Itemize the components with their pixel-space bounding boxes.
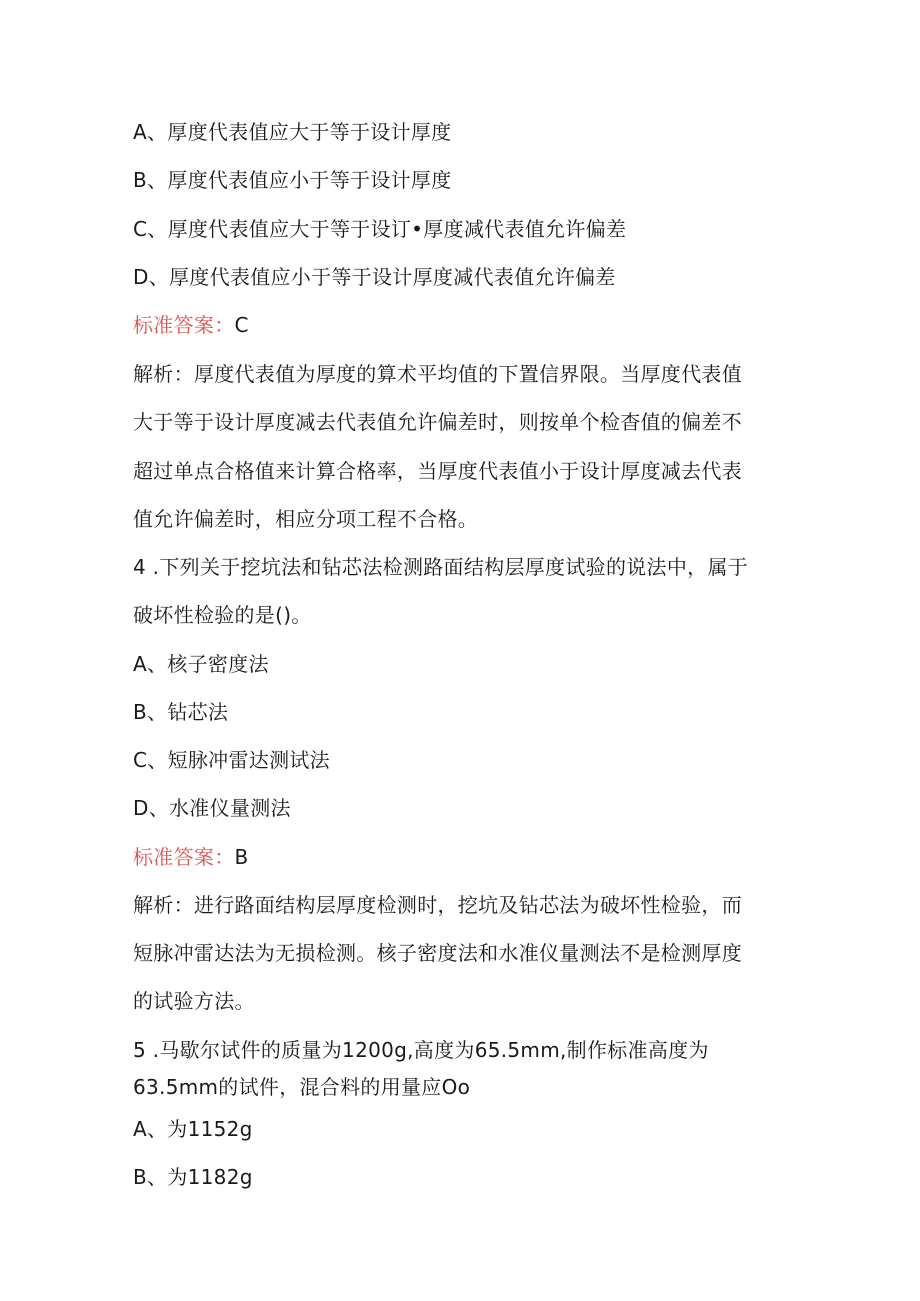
q4-question-line-2: 破坏性检验的是()。 — [133, 603, 312, 627]
q3-analysis-line-3: 超过单点合格值来计算合格率，当厚度代表值小于设计厚度减去代表 — [133, 459, 742, 483]
q3-answer — [133, 312, 249, 338]
q4-option-b: B、钻芯法 — [133, 700, 229, 724]
q5-option-b: B、为1182g — [133, 1165, 253, 1189]
q5-question-line-2: 63.5mm的试件，混合料的用量应Oo — [133, 1075, 471, 1099]
q4-option-a: A、核子密度法 — [133, 652, 269, 676]
q5-option-a: A、为1152g — [133, 1117, 253, 1141]
q3-option-c: C、厚度代表值应大于等于设订•厚度减代表值允许偏差 — [133, 217, 627, 241]
q4-answer-label: 标准答案： — [133, 845, 235, 869]
q4-analysis-line-1: 解析：进行路面结构层厚度检测时，挖坑及钻芯法为破坏性检验，而 — [133, 893, 742, 917]
q3-analysis-line-4: 值允许偏差时，相应分项工程不合格。 — [133, 507, 479, 531]
q4-option-d: D、水准仪量测法 — [133, 796, 291, 820]
q4-answer — [133, 844, 249, 870]
q4-option-c: C、短脉冲雷达测试法 — [133, 748, 330, 772]
q3-analysis-line-1: 解析：厚度代表值为厚度的算术平均值的下置信界限。当厚度代表值 — [133, 362, 742, 386]
q3-option-a: A、厚度代表值应大于等于设计厚度 — [133, 120, 452, 144]
q4-answer-value: B — [234, 845, 249, 869]
q5-question-line-1: 5 .马歇尔试件的质量为1200g,高度为65.5mm,制作标准高度为 — [133, 1038, 709, 1062]
q4-question-line-1: 4 .下列关于挖坑法和钻芯法检测路面结构层厚度试验的说法中，属于 — [133, 555, 749, 579]
q4-analysis-line-2: 短脉冲雷达法为无损检测。核子密度法和水准仪量测法不是检测厚度 — [133, 941, 742, 965]
q3-option-d: D、厚度代表值应小于等于设计厚度减代表值允许偏差 — [133, 265, 616, 289]
q3-option-b: B、厚度代表值应小于等于设计厚度 — [133, 168, 452, 192]
q3-analysis-line-2: 大于等于设计厚度减去代表值允许偏差时，则按单个检杳值的偏差不 — [133, 410, 742, 434]
q3-answer-value: C — [234, 313, 249, 337]
q3-answer-label: 标准答案： — [133, 313, 235, 337]
q4-analysis-line-3: 的试验方法。 — [133, 989, 255, 1013]
